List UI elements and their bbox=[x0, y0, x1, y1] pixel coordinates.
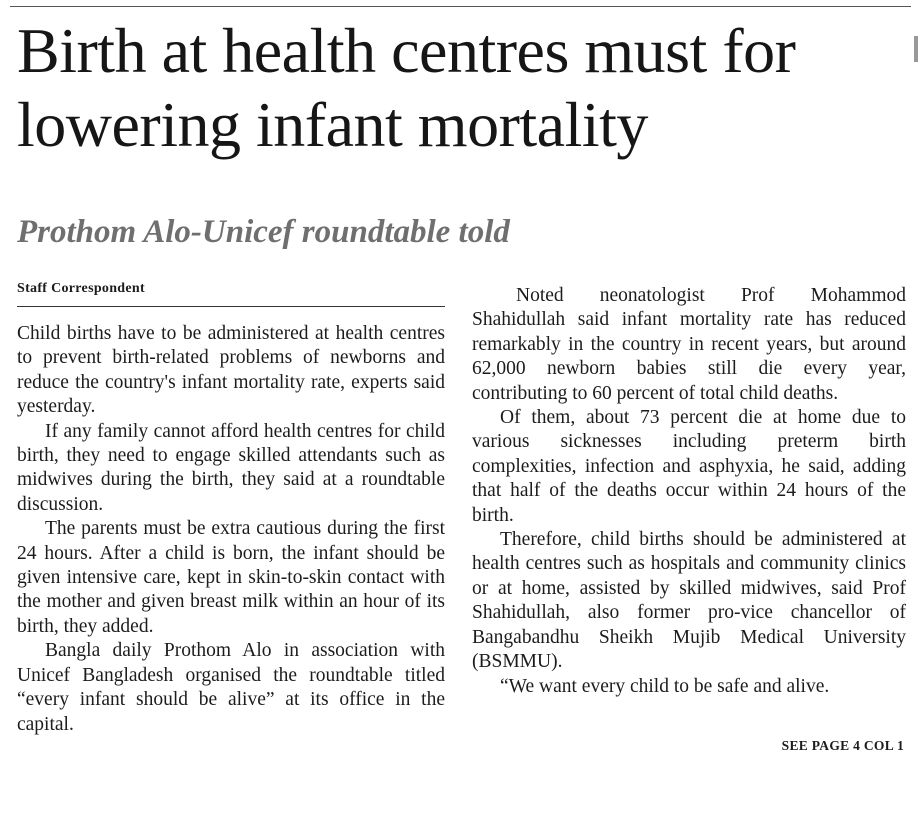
paragraph: Of them, about 73 percent die at home due to various sicknesses including preterm birth complexities, infection and asphyxia, he said, adding that half of the deaths occur within 24 hours of the birth. bbox=[472, 407, 906, 526]
paragraph: Child births have to be administered at health centres to prevent birth-related problems of newborns and reduce the country's infant mortality rate, experts said yesterday. bbox=[17, 323, 445, 418]
left-column bbox=[17, 322, 445, 737]
paragraph: Bangla daily Prothom Alo in association with Unicef Bangladesh organised the roundtable titled “every infant should be alive” at its office in the capital. bbox=[17, 640, 445, 735]
paragraph: Noted neonatologist Prof Mohammod Shahidullah said infant mortality rate has reduced remarkably in the country in recent years, but around 62,000 newborn babies still die every year, contributing to 60 percent of total child deaths. bbox=[472, 285, 906, 404]
subheadline: Prothom Alo-Unicef roundtable told bbox=[17, 214, 510, 250]
paragraph: The parents must be extra cautious during the first 24 hours. After a child is born, the infant should be given intensive care, kept in skin-to-skin contact with the mother and given breast milk within an hour of its birth, they added. bbox=[17, 518, 445, 637]
headline: Birth at health centres must for lowering infant mortality bbox=[17, 15, 796, 160]
paragraph: If any family cannot afford health centres for child birth, they need to engage skilled attendants such as midwives during the birth, they said at a roundtable discussion. bbox=[17, 420, 445, 515]
byline: Staff Correspondent bbox=[17, 281, 445, 307]
paragraph: “We want every child to be safe and alive. bbox=[500, 675, 830, 697]
paragraph: Therefore, child births should be administered at health centres such as hospitals and community clinics or at home, assisted by skilled midwives, said Prof Shahidullah, also former pro-vice chancellor of Bangabandhu Sheikh Mujib Medical University (BSMMU). bbox=[472, 529, 906, 673]
continuation-link[interactable]: SEE PAGE 4 COL 1 bbox=[781, 738, 904, 753]
top-rule bbox=[10, 6, 911, 7]
right-column bbox=[472, 284, 906, 699]
